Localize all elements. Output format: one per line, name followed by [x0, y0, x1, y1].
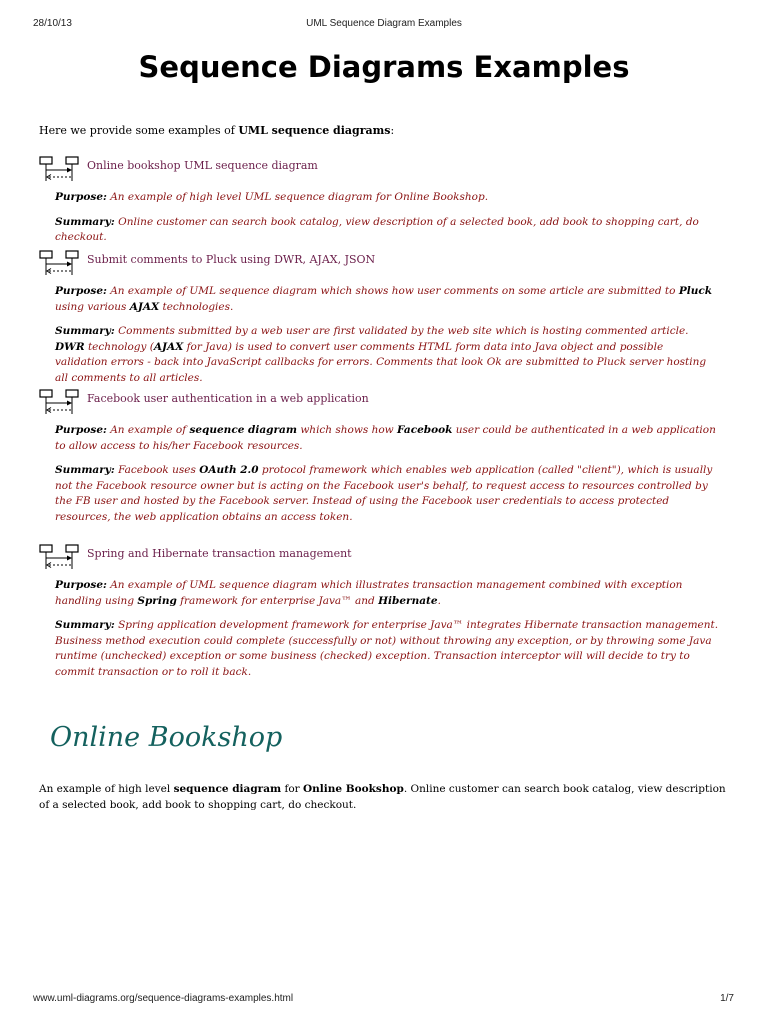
print-header	[0, 18, 768, 34]
purpose-text: Purpose: An example of UML sequence diagram which illustrates transaction management combined with exception handling using Spring framework for enterprise Java™ and Hibernate.	[55, 579, 683, 607]
example-entry	[39, 389, 719, 525]
section-title: Online Bookshop	[50, 722, 283, 753]
summary-text: Summary: Facebook uses OAuth 2.0 protocol framework which enables web application (called "client"), which is usually not the Facebook resource owner but is acting on the Facebook user's behalf, to request access to resources controlled by the FB user and hosted by the Facebook server. Instead of using the Facebook user credentials to access protected resources, the web application obtains an access token.	[55, 464, 713, 523]
example-entry	[39, 250, 719, 386]
summary-text: Summary: Online customer can search book catalog, view description of a selected book, add book to shopping cart, do checkout.	[55, 215, 699, 243]
page-number: 1/7	[720, 993, 734, 1004]
summary-text: Summary: Comments submitted by a web user are first validated by the web site which is hosting commented article. DWR technology (AJAX for Java) is used to convert user comments HTML form data into Java object and possible validation errors - back into JavaScript callbacks for errors. Comments that look Ok are submitted to Pluck server hosting all comments to all articles.	[55, 325, 707, 384]
uml-sequence-icon	[39, 389, 81, 415]
example-link-spring-hibernate[interactable]: Spring and Hibernate transaction management	[87, 547, 352, 560]
purpose-text: Purpose: An example of sequence diagram which shows how Facebook user could be authenticated in a web application to allow access to his/her Facebook resources.	[55, 424, 716, 452]
uml-sequence-icon	[39, 156, 81, 182]
page-title: Sequence Diagrams Examples	[138, 50, 630, 84]
print-date: 28/10/13	[33, 18, 72, 29]
print-url: www.uml-diagrams.org/sequence-diagrams-examples.html	[33, 993, 294, 1004]
purpose-text: Purpose: An example of high level UML sequence diagram for Online Bookshop.	[55, 191, 489, 203]
example-entry	[39, 156, 719, 246]
example-entry	[39, 544, 719, 680]
uml-sequence-icon	[39, 544, 81, 570]
example-link-pluck-comments[interactable]: Submit comments to Pluck using DWR, AJAX, JSON	[87, 253, 376, 266]
print-title: UML Sequence Diagram Examples	[306, 18, 462, 29]
section-description: An example of high level sequence diagram for Online Bookshop. Online customer can search book catalog, view description of a selected book, add book to shopping cart, do checkout.	[39, 783, 726, 811]
print-footer	[0, 993, 768, 1009]
uml-sequence-icon	[39, 250, 81, 276]
intro-text: Here we provide some examples of UML sequence diagrams:	[39, 124, 395, 137]
example-link-facebook-auth[interactable]: Facebook user authentication in a web application	[87, 392, 369, 405]
purpose-text: Purpose: An example of UML sequence diagram which shows how user comments on some article are submitted to Pluck using various AJAX technologies.	[55, 285, 712, 313]
example-link-online-bookshop[interactable]: Online bookshop UML sequence diagram	[87, 159, 318, 172]
summary-text: Summary: Spring application development framework for enterprise Java™ integrates Hibernate transaction management. Business method execution could complete (successfully or not) without throwing any exception, or by throwing some Java runtime (unchecked) exception or some business (checked) exception. Transaction interceptor will will decide to try to commit transaction or to roll it back.	[55, 619, 719, 678]
